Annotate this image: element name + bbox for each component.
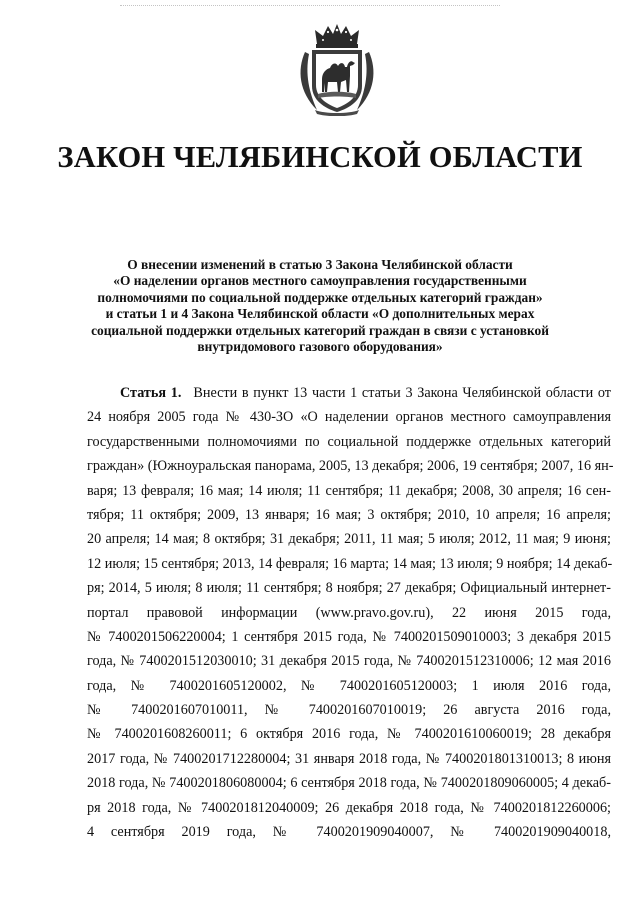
article-text-line: года, № 7400201605120002, № 7400201605120003; 1 июля 2016 года, <box>87 677 611 694</box>
subtitle-line: внутридомового газового оборудования» <box>197 339 443 355</box>
article-text-line: 24 ноября 2005 года № 430-ЗО «О наделении органов местного самоуправления <box>87 409 611 426</box>
article-label: Статья 1. <box>120 385 182 401</box>
article-text-line: 2018 года, № 7400201806080004; 6 сентября 2018 года, № 7400201809060005; 4 декаб- <box>87 775 611 792</box>
subtitle-line: «О наделении органов местного самоуправления государственными <box>113 273 527 289</box>
law-subtitle <box>64 257 576 355</box>
article-text-line: 12 июля; 15 сентября; 2013, 14 февраля; 16 марта; 14 мая; 13 июля; 9 ноября; 14 декаб- <box>87 555 613 572</box>
article-text-line: тября; 11 октября; 2009, 13 января; 16 мая; 3 октября; 2010, 10 апреля; 16 апреля; <box>87 506 611 523</box>
article-text-line: граждан» (Южноуральская панорама, 2005, 13 декабря; 2006, 19 сентября; 2007, 16 ян- <box>87 458 614 475</box>
article-text-line: Внести в пункт 13 части 1 статьи 3 Закона Челябинской области от <box>193 385 611 401</box>
article-text-line: портал правовой информации (www.pravo.gov.ru), 22 июня 2015 года, <box>87 604 611 621</box>
article-text-line: варя; 13 февраля; 16 мая; 14 июля; 11 сентября; 11 декабря; 2008, 30 апреля; 16 сен- <box>87 482 611 499</box>
subtitle-line: О внесении изменений в статью 3 Закона Челябинской области <box>127 257 513 272</box>
article-first-line <box>87 381 611 405</box>
article-text-line: 4 сентября 2019 года, № 7400201909040007, № 7400201909040018, <box>87 824 611 841</box>
article-text-line: года, № 7400201512030010; 31 декабря 2015 года, № 7400201512310006; 12 мая 2016 <box>87 653 611 670</box>
article-text-line: 20 апреля; 14 мая; 8 октября; 31 декабря; 2011, 11 мая; 5 июля; 2012, 11 мая; 9 июня; <box>87 531 611 548</box>
chelyabinsk-coat-of-arms-icon <box>295 22 379 116</box>
article-text-line: № 7400201607010011, № 7400201607010019; 26 августа 2016 года, <box>87 702 611 719</box>
article-text-line: государственными полномочиями по социальной поддержке отдельных категорий <box>87 433 611 450</box>
subtitle-line: полномочиями по социальной поддержке отдельных категорий граждан» <box>97 289 543 305</box>
article-body <box>87 381 614 844</box>
subtitle-line: и статьи 1 и 4 Закона Челябинской области «О дополнительных мерах <box>105 306 535 322</box>
article-text-line: № 7400201506220004; 1 сентября 2015 года, № 7400201509010003; 3 декабря 2015 <box>87 628 611 645</box>
scan-noise-line <box>120 5 500 12</box>
article-text-line: № 7400201608260011; 6 октября 2016 года, № 7400201610060019; 28 декабря <box>87 726 611 743</box>
subtitle-line: социальной поддержки отдельных категорий граждан в связи с установкой <box>91 322 549 338</box>
article-text-line: ря; 2014, 5 июля; 8 июля; 11 сентября; 8 ноября; 27 декабря; Официальный интернет- <box>87 580 611 597</box>
document-title: ЗАКОН ЧЕЛЯБИНСКОЙ ОБЛАСТИ <box>57 140 583 174</box>
article-text-line: ря 2018 года, № 7400201812040009; 26 декабря 2018 года, № 7400201812260006; <box>87 799 611 816</box>
coat-of-arms-emblem <box>295 22 379 116</box>
article-text-line: 2017 года, № 7400201712280004; 31 января 2018 года, № 7400201801310013; 8 июня <box>87 750 611 767</box>
